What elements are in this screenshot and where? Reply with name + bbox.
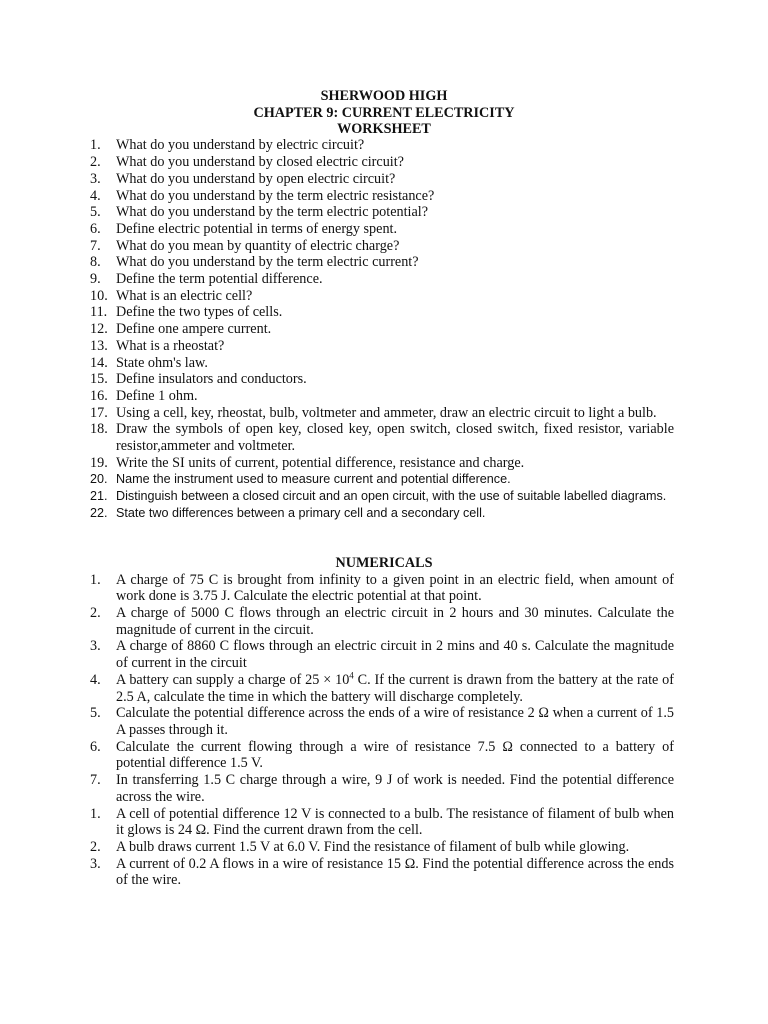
item-number: 5. (90, 204, 101, 221)
item-text: What do you mean by quantity of electric charge? (116, 237, 400, 254)
list-item (90, 338, 674, 355)
item-text: Define insulators and conductors. (116, 371, 307, 388)
item-number: 7. (90, 237, 101, 254)
item-number: 12. (90, 321, 108, 338)
item-text: What do you understand by the term electric current? (116, 254, 419, 271)
item-number: 6. (90, 738, 101, 755)
item-number: 20. (90, 472, 108, 487)
item-number: 3. (90, 170, 101, 187)
item-number: 3. (90, 855, 101, 872)
item-number: 8. (90, 254, 101, 271)
list-item (90, 288, 674, 305)
item-number: 1. (90, 571, 101, 588)
item-text: Calculate the current flowing through a wire of resistance 7.5 Ω connected to a battery of potential difference 1.5 V. (116, 738, 674, 772)
item-text: Define 1 ohm. (116, 387, 198, 404)
list-item (90, 204, 674, 221)
item-text: A bulb draws current 1.5 V at 6.0 V. Find the resistance of filament of bulb while glowing. (116, 839, 630, 855)
list-item (90, 806, 674, 839)
item-text: In transferring 1.5 C charge through a wire, 9 J of work is needed. Find the potential difference across the wire. (116, 772, 674, 805)
list-item (90, 638, 674, 671)
list-item (90, 171, 674, 188)
item-number: 15. (90, 371, 108, 388)
item-number: 16. (90, 387, 108, 404)
item-text: What do you understand by open electric circuit? (116, 170, 396, 187)
numericals-list-part2 (90, 806, 674, 890)
numericals-list (90, 572, 674, 806)
list-item (90, 488, 674, 505)
item-number: 11. (90, 304, 108, 321)
item-text: Distinguish between a closed circuit and an open circuit, with the use of suitable labelled diagrams. (116, 489, 667, 504)
item-text: Name the instrument used to measure current and potential difference. (116, 472, 511, 487)
list-item (90, 321, 674, 338)
list-item (90, 739, 674, 772)
item-text: What is an electric cell? (116, 287, 253, 304)
list-item (90, 388, 674, 405)
item-number: 2. (90, 839, 101, 855)
item-text: What is a rheostat? (116, 337, 225, 354)
document-type: WORKSHEET (337, 121, 431, 138)
item-text: What do you understand by closed electric circuit? (116, 154, 404, 171)
list-item (90, 271, 674, 288)
list-item (90, 137, 674, 154)
item-text: Calculate the potential difference across the ends of a wire of resistance 2 Ω when a current of 1.5 A passes through it. (116, 705, 674, 738)
item-text: Write the SI units of current, potential difference, resistance and charge. (116, 454, 525, 471)
item-number: 2. (90, 605, 101, 621)
item-text: Define electric potential in terms of energy spent. (116, 220, 398, 237)
list-item (90, 672, 674, 705)
item-number: 13. (90, 337, 108, 354)
item-number: 18. (90, 421, 108, 438)
list-item (90, 605, 674, 638)
item-number: 4. (90, 671, 101, 688)
item-number: 6. (90, 220, 101, 237)
item-number: 22. (90, 505, 108, 520)
item-text: Define the two types of cells. (116, 304, 283, 321)
item-number: 17. (90, 404, 108, 421)
item-number: 21. (90, 489, 108, 504)
item-number: 2. (90, 154, 101, 171)
list-item (90, 304, 674, 321)
chapter-title: CHAPTER 9: CURRENT ELECTRICITY (253, 104, 515, 121)
list-item (90, 355, 674, 372)
item-number: 7. (90, 772, 101, 789)
item-text: What do you understand by the term electric potential? (116, 204, 429, 221)
list-item (90, 856, 674, 889)
item-text: State ohm's law. (116, 354, 208, 371)
list-item (90, 154, 674, 171)
item-number: 9. (90, 271, 101, 288)
list-item (90, 572, 674, 605)
item-number: 5. (90, 705, 101, 722)
exponent: 4 (349, 670, 354, 681)
list-item (90, 221, 674, 238)
item-text: A cell of potential difference 12 V is connected to a bulb. The resistance of filament of bulb when it glows is 24 Ω. Find the current drawn from the cell. (116, 805, 674, 839)
item-text: Using a cell, key, rheostat, bulb, voltmeter and ammeter, draw an electric circuit to light a bulb. (116, 404, 657, 421)
list-item (90, 772, 674, 805)
list-item (90, 705, 674, 738)
list-item (90, 839, 674, 856)
item-text: Draw the symbols of open key, closed key, open switch, closed switch, fixed resistor, variable resistor,ammeter and voltmeter. (116, 421, 674, 455)
item-text: A battery can supply a charge of 25 × 10 (116, 671, 350, 688)
item-text: A charge of 75 C is brought from infinity to a given point in an electric field, when amount of work done is 3.75 J. Calculate the electric potential at that point. (116, 571, 674, 605)
item-text: A current of 0.2 A flows in a wire of resistance 15 Ω. Find the potential difference across the ends of the wire. (116, 855, 674, 889)
list-item (90, 505, 674, 522)
item-number: 4. (90, 187, 101, 204)
list-item (90, 471, 674, 488)
school-name: SHERWOOD HIGH (320, 88, 448, 104)
list-item (90, 254, 674, 271)
numericals-heading: NUMERICALS (335, 555, 433, 571)
item-number: 3. (90, 638, 101, 655)
item-text: Define one ampere current. (116, 321, 272, 338)
item-text: What do you understand by the term electric resistance? (116, 187, 435, 204)
item-text: What do you understand by electric circuit? (116, 137, 365, 154)
item-text: Define the term potential difference. (116, 271, 323, 288)
list-item (90, 421, 674, 454)
item-number: 1. (90, 137, 101, 154)
item-number: 1. (90, 805, 101, 822)
list-item (90, 371, 674, 388)
list-item (90, 188, 674, 205)
item-number: 14. (90, 354, 108, 371)
questions-list (90, 137, 674, 521)
item-number: 19. (90, 454, 108, 471)
item-text: State two differences between a primary cell and a secondary cell. (116, 505, 486, 520)
item-text: C. If the current is drawn from the battery at the rate of 2.5 A, calculate the time in which the battery will discharge completely. (116, 671, 674, 705)
list-item (90, 455, 674, 472)
list-item (90, 405, 674, 422)
list-item (90, 238, 674, 255)
item-text: A charge of 5000 C flows through an electric circuit in 2 hours and 30 minutes. Calculate the magnitude of current in the circuit. (116, 605, 674, 638)
item-number: 10. (90, 287, 108, 304)
item-text: A charge of 8860 C flows through an electric circuit in 2 mins and 40 s. Calculate the magnitude of current in the circuit (116, 638, 674, 672)
